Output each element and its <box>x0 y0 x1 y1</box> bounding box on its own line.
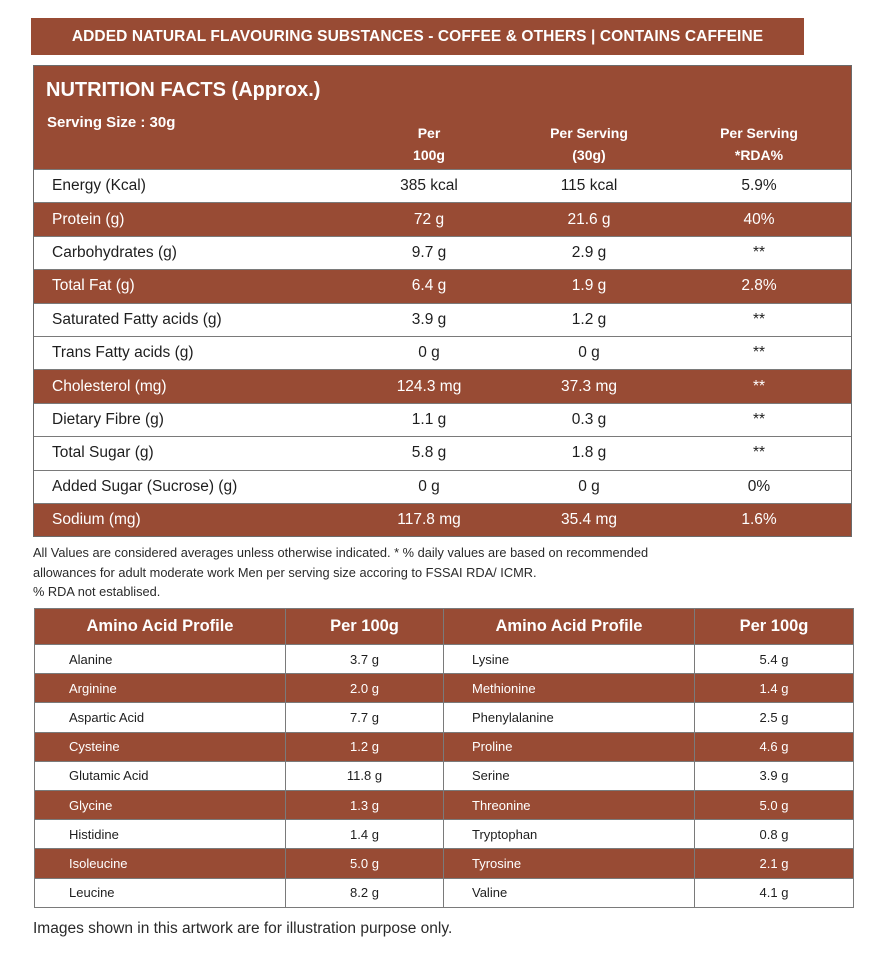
amino-acid-name: Arginine <box>35 674 286 703</box>
nutrition-facts-table <box>33 65 852 537</box>
amino-acid-value: 7.7 g <box>286 703 444 732</box>
amino-acid-value: 3.7 g <box>286 645 444 674</box>
amino-row <box>35 878 854 907</box>
amino-row <box>35 674 854 703</box>
amino-acid-value: 11.8 g <box>286 761 444 790</box>
amino-header-value: Per 100g <box>286 609 444 645</box>
amino-acid-name: Threonine <box>444 790 695 819</box>
amino-acid-value: 1.4 g <box>695 674 854 703</box>
amino-acid-value: 1.2 g <box>286 732 444 761</box>
nutrition-row: Total Fat (g) 6.4 g 1.9 g 2.8% <box>34 269 851 302</box>
nutrition-row: Sodium (mg) 117.8 mg 35.4 mg 1.6% <box>34 503 851 536</box>
amino-acid-value: 4.6 g <box>695 732 854 761</box>
column-header-per-serving: Per Serving (30g) <box>550 125 628 163</box>
amino-acid-name: Phenylalanine <box>444 703 695 732</box>
nutrition-row: Saturated Fatty acids (g) 3.9 g 1.2 g ** <box>34 303 851 336</box>
amino-row <box>35 849 854 878</box>
nutrient-name: Sodium (mg) <box>52 511 141 529</box>
amino-acid-table <box>34 608 854 908</box>
amino-acid-value: 2.5 g <box>695 703 854 732</box>
amino-acid-name: Tryptophan <box>444 820 695 849</box>
amino-acid-value: 4.1 g <box>695 878 854 907</box>
amino-acid-name: Lysine <box>444 645 695 674</box>
nutrition-row: Energy (Kcal) 385 kcal 115 kcal 5.9% <box>34 169 851 202</box>
amino-header-row <box>35 609 854 645</box>
amino-acid-name: Alanine <box>35 645 286 674</box>
column-header-per-100g: Per 100g <box>413 125 445 163</box>
amino-header-value: Per 100g <box>695 609 854 645</box>
amino-acid-value: 5.4 g <box>695 645 854 674</box>
amino-acid-value: 8.2 g <box>286 878 444 907</box>
amino-acid-value: 5.0 g <box>286 849 444 878</box>
amino-acid-name: Leucine <box>35 878 286 907</box>
amino-acid-name: Proline <box>444 732 695 761</box>
nutrient-name: Total Sugar (g) <box>52 444 154 462</box>
nutrient-name: Added Sugar (Sucrose) (g) <box>52 477 238 495</box>
amino-row <box>35 761 854 790</box>
amino-acid-name: Aspartic Acid <box>35 703 286 732</box>
nutrient-name: Saturated Fatty acids (g) <box>52 310 222 328</box>
amino-header-name: Amino Acid Profile <box>35 609 286 645</box>
amino-row <box>35 732 854 761</box>
serving-size: Serving Size : 30g <box>47 114 176 131</box>
nutrition-row: Total Sugar (g) 5.8 g 1.8 g ** <box>34 436 851 469</box>
nutrition-row: Dietary Fibre (g) 1.1 g 0.3 g ** <box>34 403 851 436</box>
nutrient-name: Carbohydrates (g) <box>52 243 177 261</box>
caffeine-banner: ADDED NATURAL FLAVOURING SUBSTANCES - COFFEE & OTHERS | CONTAINS CAFFEINE <box>31 18 804 55</box>
amino-header-name: Amino Acid Profile <box>444 609 695 645</box>
nutrient-name: Protein (g) <box>52 210 125 228</box>
amino-acid-name: Histidine <box>35 820 286 849</box>
amino-row <box>35 645 854 674</box>
amino-row <box>35 703 854 732</box>
amino-acid-name: Isoleucine <box>35 849 286 878</box>
amino-row <box>35 790 854 819</box>
nutrient-name: Dietary Fibre (g) <box>52 410 164 428</box>
amino-acid-value: 2.0 g <box>286 674 444 703</box>
footnote: All Values are considered averages unless otherwise indicated. * % daily values are based on recommended allowances for adult moderate work Men per serving size accoring to FSSAI RDA/ ICMR. % RDA not establised. <box>33 545 649 600</box>
nutrient-name: Cholesterol (mg) <box>52 377 167 395</box>
amino-acid-name: Tyrosine <box>444 849 695 878</box>
amino-acid-value: 1.4 g <box>286 820 444 849</box>
amino-acid-name: Glutamic Acid <box>35 761 286 790</box>
amino-acid-value: 0.8 g <box>695 820 854 849</box>
amino-acid-name: Valine <box>444 878 695 907</box>
amino-acid-value: 2.1 g <box>695 849 854 878</box>
nutrition-row: Trans Fatty acids (g) 0 g 0 g ** <box>34 336 851 369</box>
nutrition-row: Protein (g) 72 g 21.6 g 40% <box>34 202 851 235</box>
nutrition-row: Added Sugar (Sucrose) (g) 0 g 0 g 0% <box>34 470 851 503</box>
nutrition-row: Carbohydrates (g) 9.7 g 2.9 g ** <box>34 236 851 269</box>
nutrient-name: Energy (Kcal) <box>52 177 146 195</box>
amino-acid-name: Serine <box>444 761 695 790</box>
nutrient-name: Trans Fatty acids (g) <box>52 344 194 362</box>
amino-acid-name: Cysteine <box>35 732 286 761</box>
amino-acid-value: 1.3 g <box>286 790 444 819</box>
amino-acid-name: Glycine <box>35 790 286 819</box>
amino-acid-name: Methionine <box>444 674 695 703</box>
nutrition-title: NUTRITION FACTS (Approx.) <box>46 79 321 101</box>
amino-acid-value: 3.9 g <box>695 761 854 790</box>
amino-acid-value: 5.0 g <box>695 790 854 819</box>
amino-row <box>35 820 854 849</box>
nutrient-name: Total Fat (g) <box>52 277 135 295</box>
nutrition-header <box>34 66 851 169</box>
nutrition-row: Cholesterol (mg) 124.3 mg 37.3 mg ** <box>34 369 851 402</box>
column-header-rda: Per Serving *RDA% <box>720 125 798 163</box>
disclaimer: Images shown in this artwork are for illustration purpose only. <box>33 920 453 937</box>
